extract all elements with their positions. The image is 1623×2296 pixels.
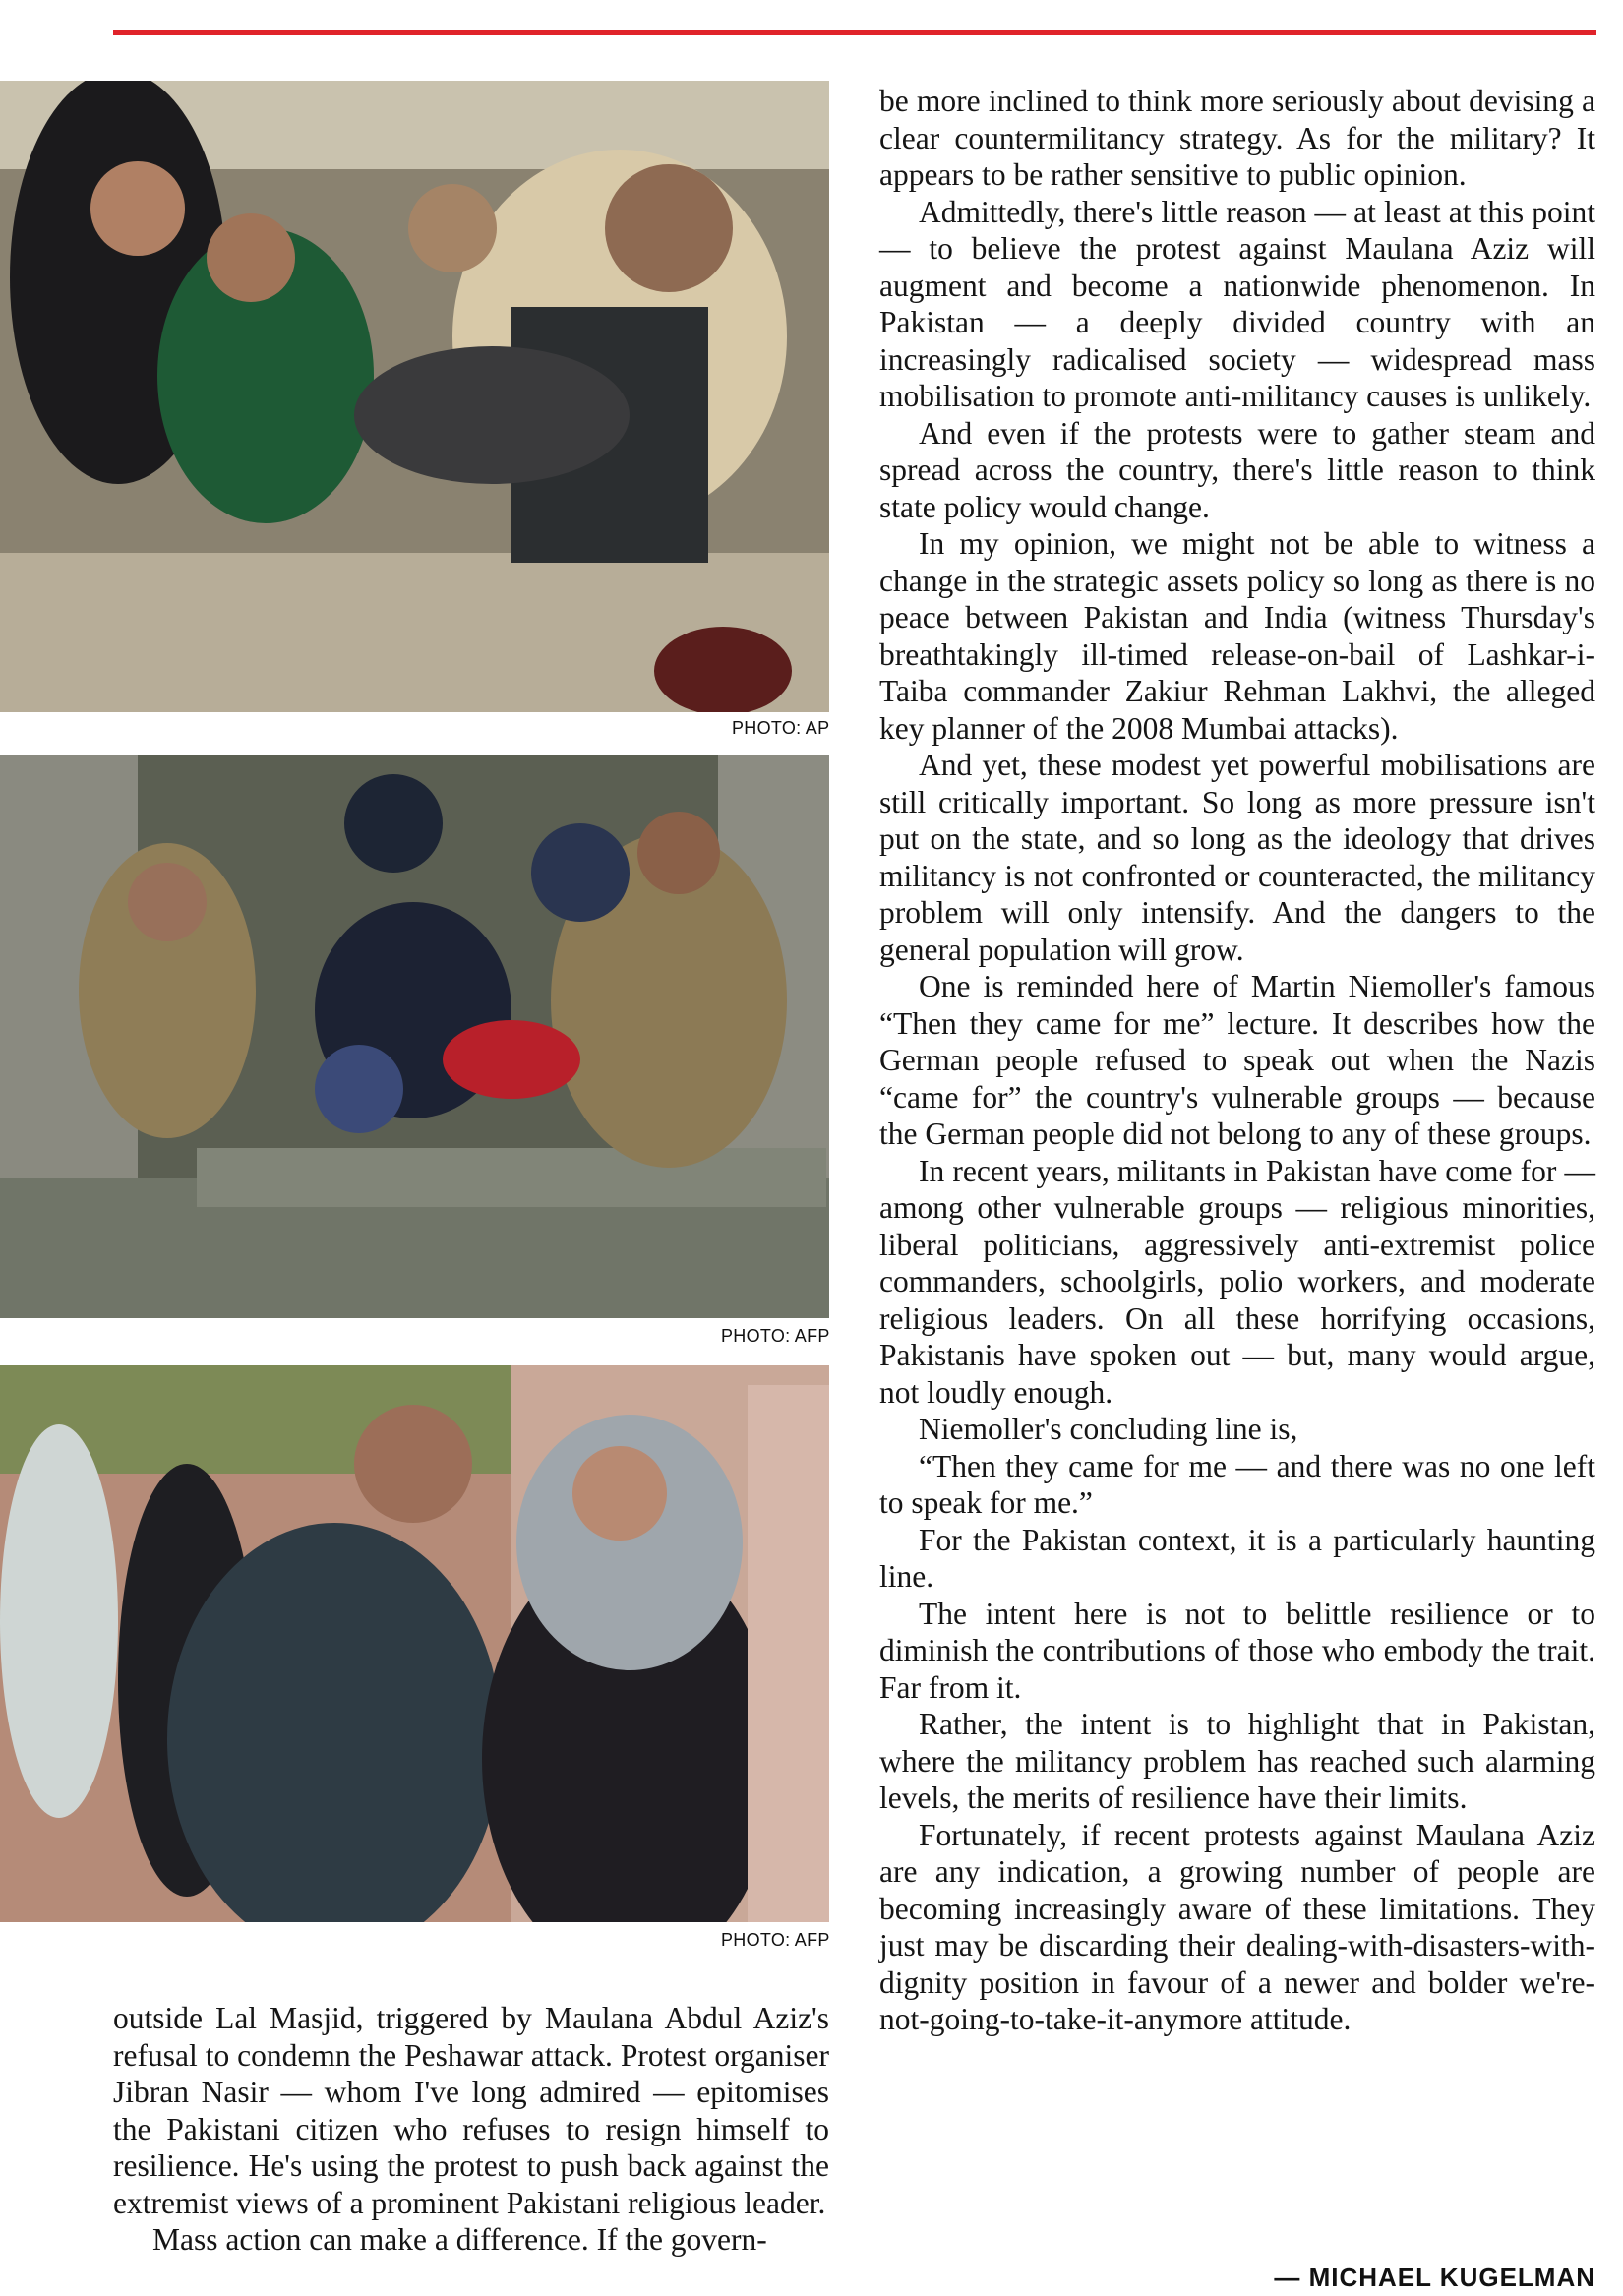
paragraph: Fortunately, if recent protests against Maulana Aziz are any indication, a growing number of people are becoming increasingly aware of these limitations. They just may be discarding their dealing-with-disasters-with-dignity position in favour of a newer and bolder we're-not-going-to-take-it-anymore attitude.: [879, 1817, 1595, 2036]
paragraph: For the Pakistan context, it is a particularly haunting line.: [879, 1522, 1595, 1594]
author-byline: — MICHAEL KUGELMAN: [1274, 2263, 1595, 2292]
top-rule: [113, 30, 1596, 35]
photo-grieving-parents: [0, 1365, 829, 1922]
paragraph: Admittedly, there's little reason — at least at this point — to believe the protest against Maulana Aziz will augment and become a nationwide phenomenon. In Pakistan — a deeply divided country with an increasingly radicalised society — widespread mass mobilisation to promote anti-militancy causes is unlikely.: [879, 194, 1595, 413]
quote: “Then they came for me — and there was no one left to speak for me.”: [879, 1448, 1595, 1520]
photo-credit: PHOTO: AFP: [721, 1930, 830, 1950]
paragraph: One is reminded here of Martin Niemoller's famous “Then they came for me” lecture. It describes how the German people refused to speak out when the Nazis “came for” the country's vulnerable groups — because the German people did not belong to any of these groups.: [879, 969, 1595, 1151]
photo-injured-student: [0, 81, 829, 712]
photo-credit: PHOTO: AP: [732, 718, 830, 738]
photo-credit: PHOTO: AFP: [721, 1326, 830, 1346]
paragraph: In recent years, militants in Pakistan have come for — among other vulnerable groups — religious minorities, liberal politicians, aggressively anti-extremist police commanders, schoolgirls, polio workers, and moderate religious leaders. On all these horrifying occasions, Pakistanis have spoken out — but, many would argue, not loudly enough.: [879, 1153, 1595, 1410]
article-right-column: [879, 83, 1595, 2038]
paragraph: Mass action can make a difference. If the govern-: [152, 2222, 767, 2257]
paragraph: The intent here is not to belittle resilience or to diminish the contributions of those who embody the trait. Far from it.: [879, 1596, 1595, 1705]
paragraph: outside Lal Masjid, triggered by Maulana Abdul Aziz's refusal to condemn the Peshawar attack. Protest organiser Jibran Nasir — whom I've long admired — epitomises the Pakistani citizen who refuses to resign himself to resilience. He's using the protest to push back against the extremist views of a prominent Pakistani religious leader.: [113, 2001, 829, 2220]
paragraph: Niemoller's concluding line is,: [919, 1412, 1298, 1446]
paragraph: Rather, the intent is to highlight that in Pakistan, where the militancy problem has reached such alarming levels, the merits of resilience have their limits.: [879, 1707, 1595, 1815]
paragraph: And yet, these modest yet powerful mobilisations are still critically important. So long as more pressure isn't put on the state, and so long as the ideology that drives militancy is not confronted or counteracted, the militancy problem will only intensify. And the dangers to the general population will grow.: [879, 748, 1595, 967]
paragraph: In my opinion, we might not be able to witness a change in the strategic assets policy so long as there is no peace between Pakistan and India (witness Thursday's breathtakingly ill-timed release-on-bail of Lashkar-i-Taiba commander Zakiur Rehman Lakhvi, the alleged key planner of the 2008 Mumbai attacks).: [879, 526, 1595, 746]
photo-children-in-truck: [0, 755, 829, 1318]
article-left-column: [113, 2000, 829, 2259]
paragraph: And even if the protests were to gather steam and spread across the country, there's little reason to think state policy would change.: [879, 415, 1595, 524]
paragraph: be more inclined to think more seriously about devising a clear countermilitancy strategy. As for the military? It appears to be rather sensitive to public opinion.: [879, 84, 1595, 192]
